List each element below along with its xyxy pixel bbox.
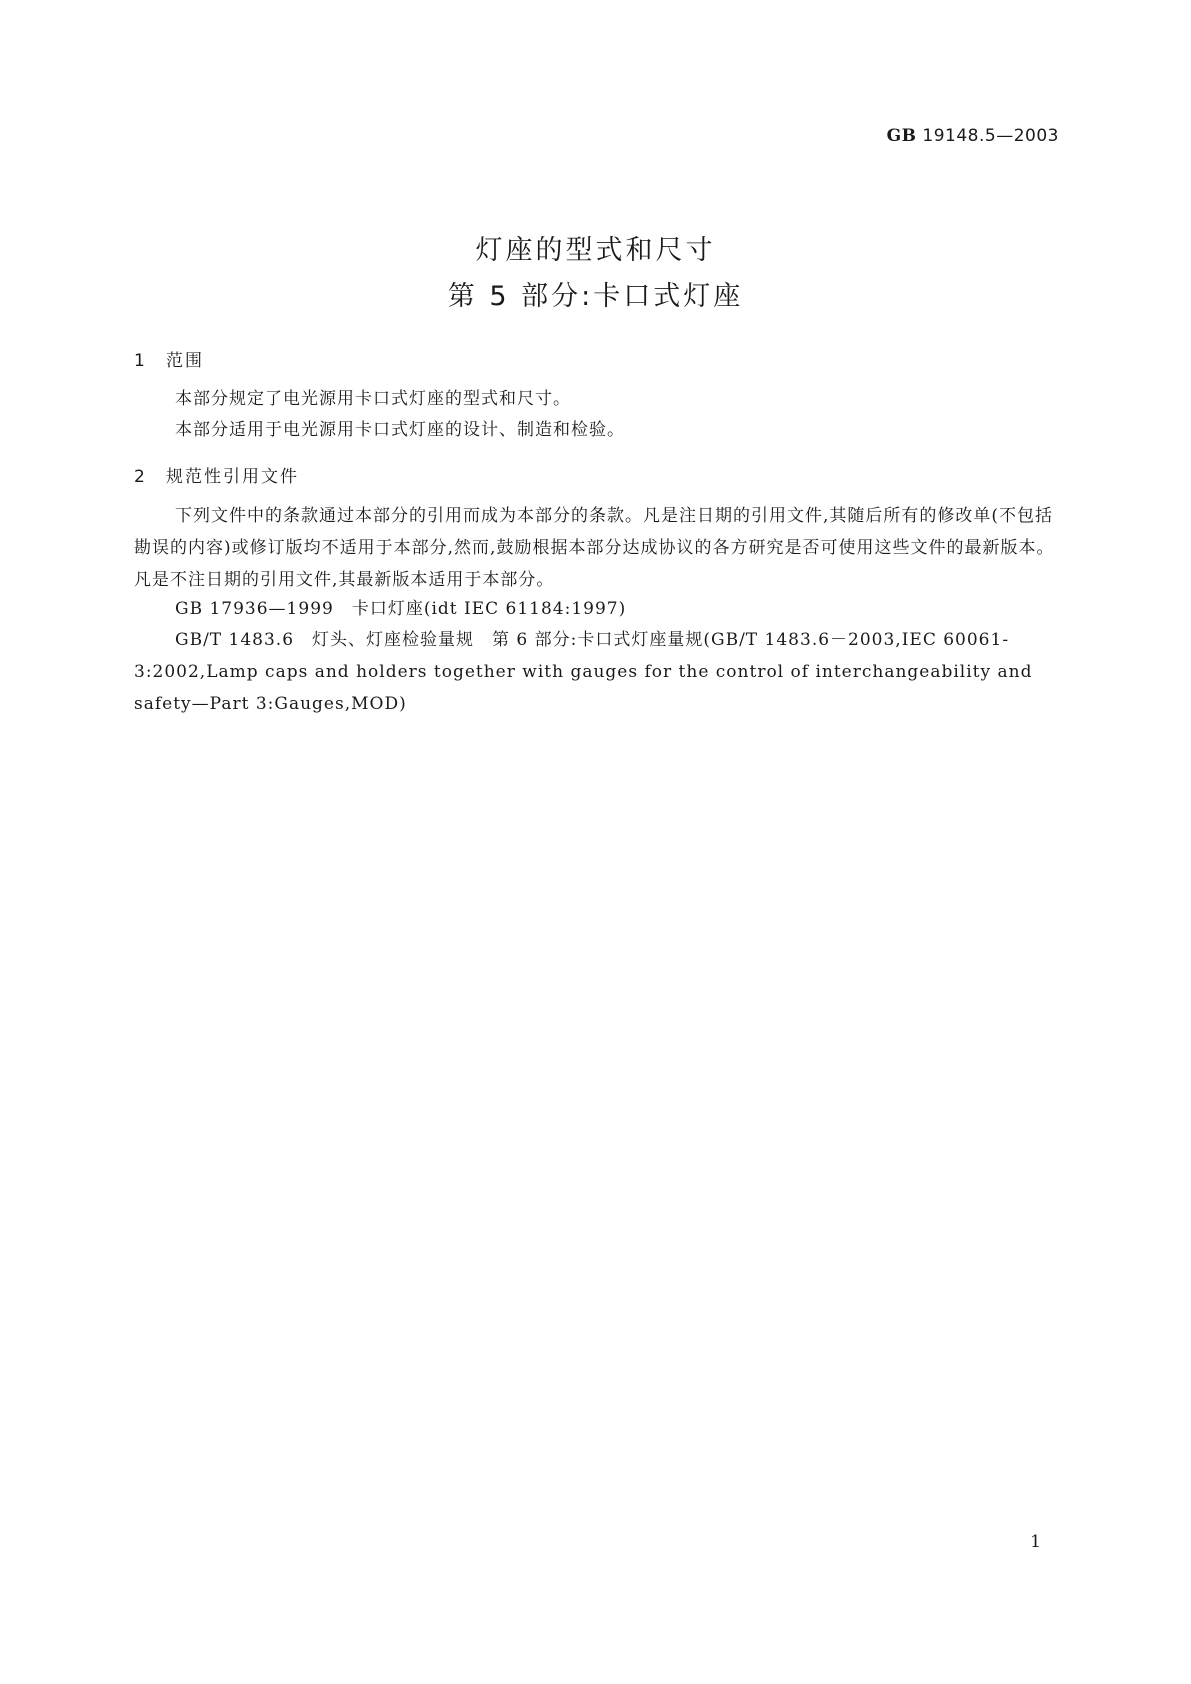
scope-paragraph-1: 本部分规定了电光源用卡口式灯座的型式和尺寸。 [175,389,571,409]
section-number: 2 [134,467,145,487]
section-2-heading [134,462,299,487]
section-title: 范围 [166,351,204,371]
standard-code: 19148.5—2003 [922,126,1059,146]
section-title: 规范性引用文件 [166,467,299,487]
document-subtitle: 第 5 部分:卡口式灯座 [447,281,744,312]
document-title: 灯座的型式和尺寸 [475,235,716,266]
section-1-heading [134,346,204,371]
standard-number [887,126,1059,146]
reference-item-1: GB 17936—1999 卡口灯座(idt IEC 61184:1997) [175,599,627,619]
normative-references-intro: 下列文件中的条款通过本部分的引用而成为本部分的条款。凡是注日期的引用文件,其随后所有的修改单(不包括勘误的内容)或修订版均不适用于本部分,然而,鼓励根据本部分达成协议的各方研究是否可使用这些文件的最新版本。凡是不注日期的引用文件,其最新版本适用于本部分。 [134,506,1055,590]
section-number: 1 [134,351,145,371]
page-number: 1 [1030,1532,1041,1552]
scope-paragraph-2: 本部分适用于电光源用卡口式灯座的设计、制造和检验。 [175,420,625,440]
reference-item-2: GB/T 1483.6 灯头、灯座检验量规 第 6 部分:卡口式灯座量规(GB/T 1483.6－2003,IEC 60061-3:2002,Lamp caps and holders together with gauges for the control of interchangeability and safety—Part 3:Gauges,MOD) [134,630,1033,714]
standard-prefix: GB [886,126,917,146]
